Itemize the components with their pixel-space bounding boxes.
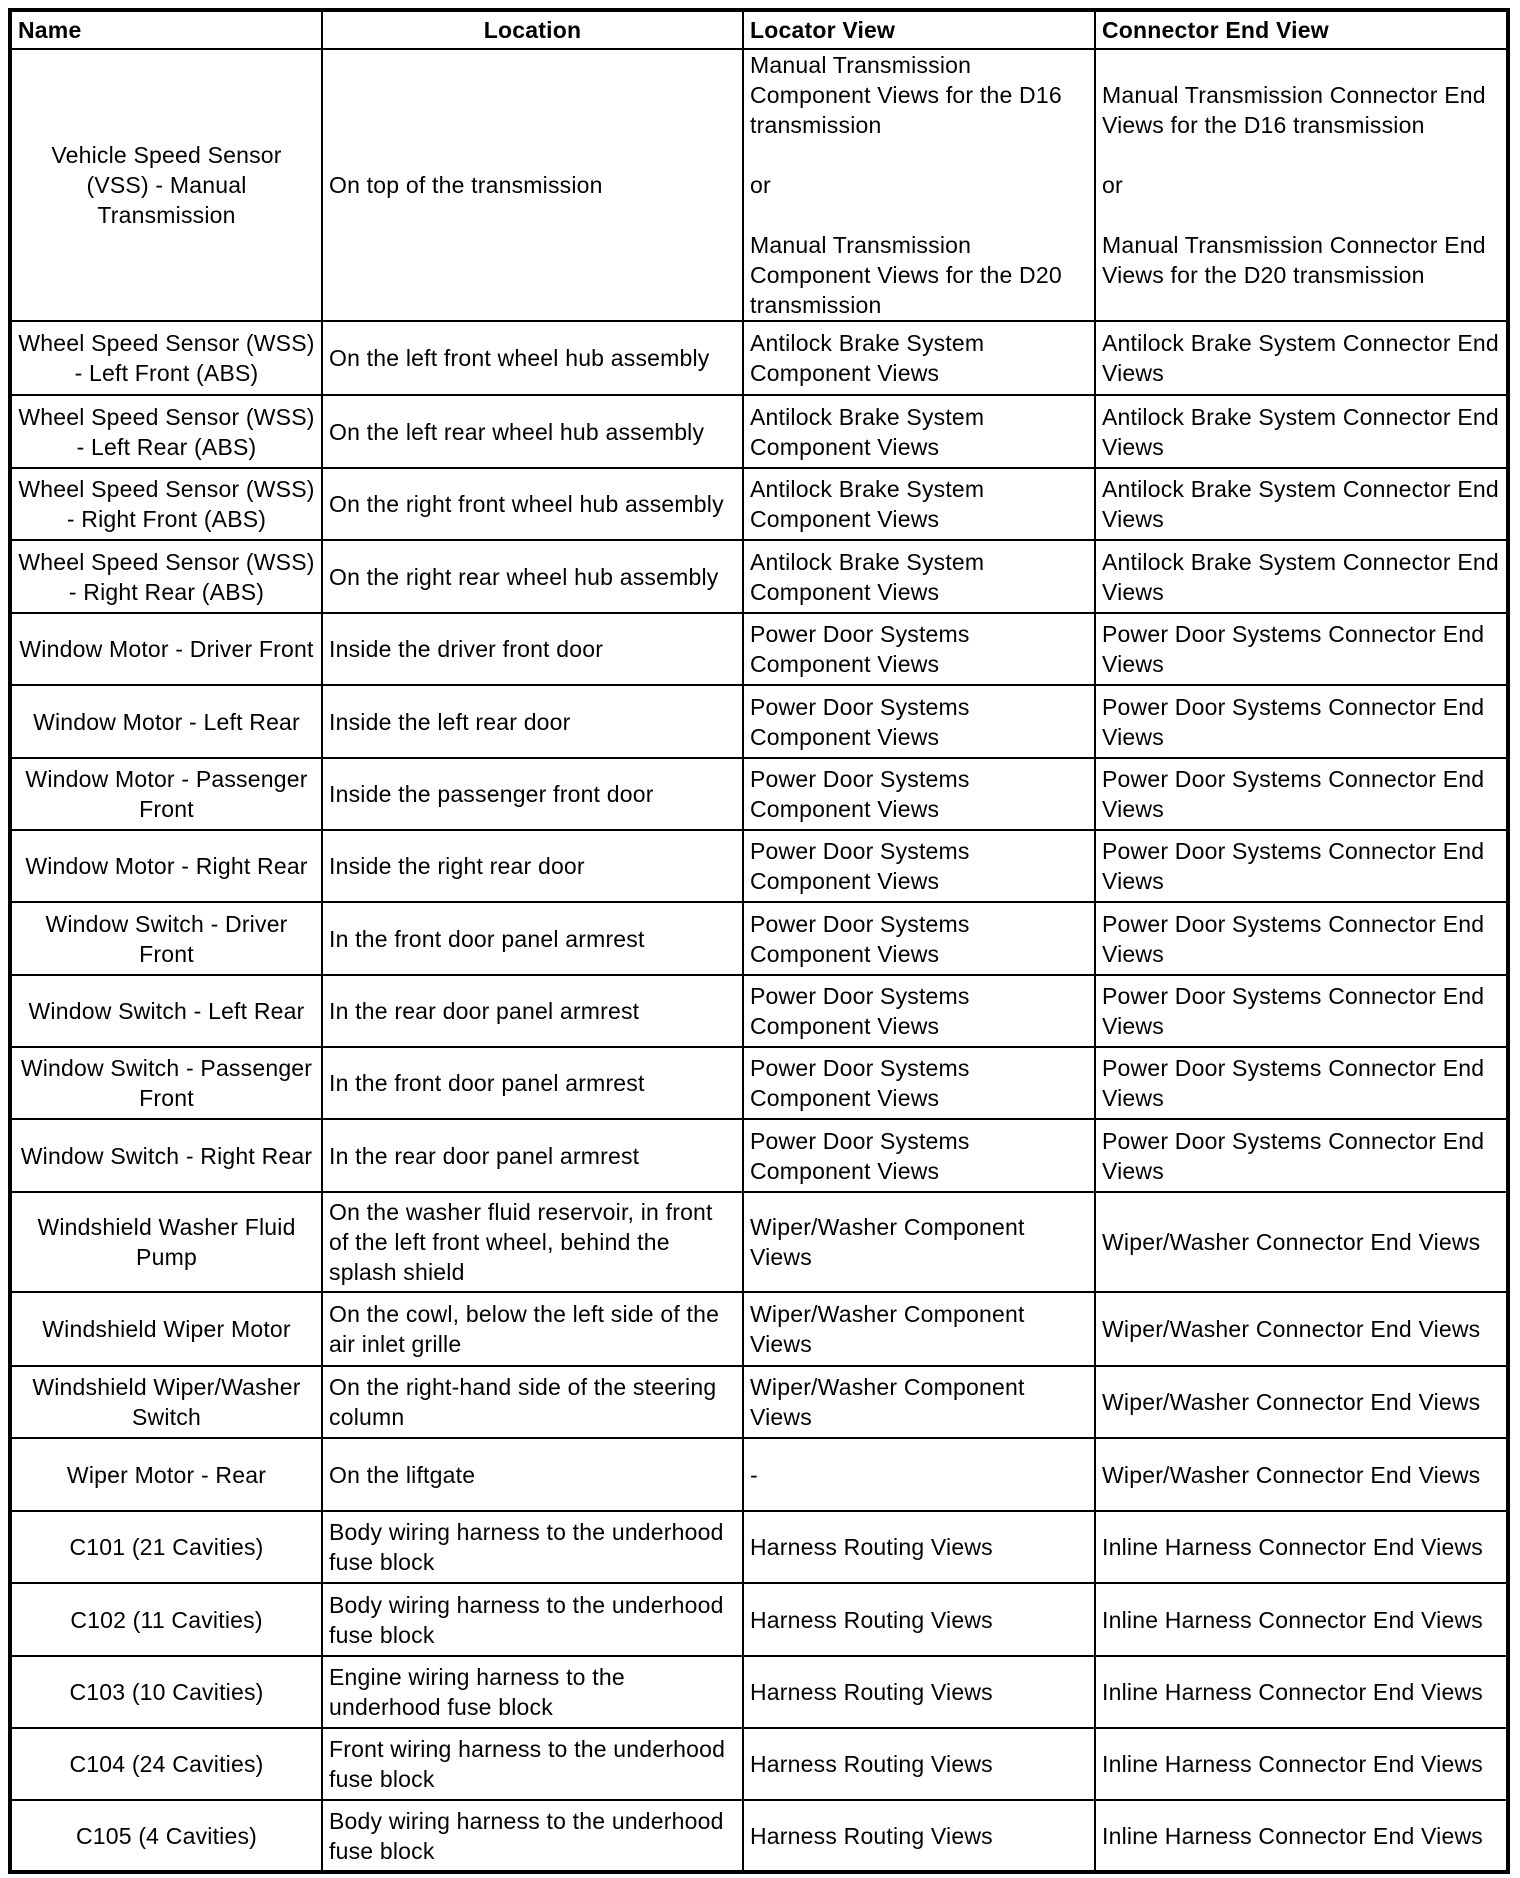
- header-connector-end-view: Connector End View: [1095, 10, 1508, 49]
- name-cell: Wheel Speed Sensor (WSS) - Left Rear (ABS): [10, 395, 322, 468]
- name-cell: Window Motor - Right Rear: [10, 830, 322, 902]
- location-cell: On the liftgate: [322, 1438, 743, 1511]
- locator-view-cell: Wiper/Washer Component Views: [743, 1292, 1095, 1366]
- table-row: [10, 1192, 1508, 1292]
- location-cell: Body wiring harness to the underhood fuse block: [322, 1583, 743, 1656]
- locator-view-cell: Power Door Systems Component Views: [743, 975, 1095, 1047]
- location-cell: On the cowl, below the left side of the air inlet grille: [322, 1292, 743, 1366]
- table-row: [10, 1511, 1508, 1583]
- name-cell: Windshield Washer Fluid Pump: [10, 1192, 322, 1292]
- name-cell: Wheel Speed Sensor (WSS) - Right Rear (ABS): [10, 540, 322, 613]
- table-row: [10, 1366, 1508, 1438]
- locator-view-cell: Harness Routing Views: [743, 1583, 1095, 1656]
- location-cell: On top of the transmission: [322, 49, 743, 321]
- component-locator-table: [8, 8, 1510, 1874]
- connector-end-view-cell: Antilock Brake System Connector End Views: [1095, 468, 1508, 540]
- table-row: [10, 540, 1508, 613]
- locator-view-cell: Power Door Systems Component Views: [743, 1047, 1095, 1119]
- connector-end-view-cell: Power Door Systems Connector End Views: [1095, 685, 1508, 758]
- location-cell: Inside the right rear door: [322, 830, 743, 902]
- connector-end-view-cell: Antilock Brake System Connector End Views: [1095, 540, 1508, 613]
- location-cell: On the right-hand side of the steering column: [322, 1366, 743, 1438]
- table-row: [10, 975, 1508, 1047]
- location-cell: On the left rear wheel hub assembly: [322, 395, 743, 468]
- locator-view-cell: Power Door Systems Component Views: [743, 1119, 1095, 1192]
- table-row: [10, 1728, 1508, 1800]
- table-row: [10, 1292, 1508, 1366]
- name-cell: Windshield Wiper/Washer Switch: [10, 1366, 322, 1438]
- connector-end-view-cell: Wiper/Washer Connector End Views: [1095, 1192, 1508, 1292]
- table-row: [10, 1583, 1508, 1656]
- name-cell: C105 (4 Cavities): [10, 1800, 322, 1872]
- location-cell: Inside the passenger front door: [322, 758, 743, 830]
- locator-view-cell: Wiper/Washer Component Views: [743, 1366, 1095, 1438]
- table-row: [10, 49, 1508, 321]
- name-cell: Window Switch - Left Rear: [10, 975, 322, 1047]
- name-cell: Window Switch - Passenger Front: [10, 1047, 322, 1119]
- location-cell: Inside the driver front door: [322, 613, 743, 685]
- name-cell: Wheel Speed Sensor (WSS) - Right Front (ABS): [10, 468, 322, 540]
- location-cell: Inside the left rear door: [322, 685, 743, 758]
- locator-view-cell: Antilock Brake System Component Views: [743, 540, 1095, 613]
- name-cell: C103 (10 Cavities): [10, 1656, 322, 1728]
- connector-end-view-cell: Wiper/Washer Connector End Views: [1095, 1366, 1508, 1438]
- locator-view-cell: -: [743, 1438, 1095, 1511]
- connector-end-view-cell: Manual Transmission Connector End Views for the D16 transmission or Manual Transmission Connector End Views for the D20 transmission: [1095, 49, 1508, 321]
- connector-end-view-cell: Inline Harness Connector End Views: [1095, 1800, 1508, 1872]
- name-cell: Wiper Motor - Rear: [10, 1438, 322, 1511]
- location-cell: On the right rear wheel hub assembly: [322, 540, 743, 613]
- location-cell: In the front door panel armrest: [322, 1047, 743, 1119]
- table-row: [10, 1656, 1508, 1728]
- name-cell: C102 (11 Cavities): [10, 1583, 322, 1656]
- locator-view-cell: Power Door Systems Component Views: [743, 758, 1095, 830]
- name-cell: Wheel Speed Sensor (WSS) - Left Front (ABS): [10, 321, 322, 395]
- location-cell: Front wiring harness to the underhood fuse block: [322, 1728, 743, 1800]
- connector-end-view-cell: Antilock Brake System Connector End Views: [1095, 321, 1508, 395]
- header-row: [10, 10, 1508, 49]
- table-row: [10, 1047, 1508, 1119]
- table-row: [10, 1800, 1508, 1872]
- name-cell: Window Motor - Passenger Front: [10, 758, 322, 830]
- locator-view-cell: Harness Routing Views: [743, 1511, 1095, 1583]
- locator-view-cell: Power Door Systems Component Views: [743, 902, 1095, 975]
- locator-view-cell: Harness Routing Views: [743, 1800, 1095, 1872]
- connector-end-view-cell: Power Door Systems Connector End Views: [1095, 613, 1508, 685]
- name-cell: Window Switch - Driver Front: [10, 902, 322, 975]
- locator-view-cell: Harness Routing Views: [743, 1656, 1095, 1728]
- locator-view-cell: Antilock Brake System Component Views: [743, 468, 1095, 540]
- name-cell: C101 (21 Cavities): [10, 1511, 322, 1583]
- connector-end-view-cell: Power Door Systems Connector End Views: [1095, 1119, 1508, 1192]
- name-cell: Window Motor - Driver Front: [10, 613, 322, 685]
- location-cell: On the left front wheel hub assembly: [322, 321, 743, 395]
- location-cell: Body wiring harness to the underhood fuse block: [322, 1800, 743, 1872]
- connector-end-view-cell: Power Door Systems Connector End Views: [1095, 830, 1508, 902]
- table-row: [10, 1119, 1508, 1192]
- connector-end-view-cell: Power Door Systems Connector End Views: [1095, 1047, 1508, 1119]
- location-cell: On the washer fluid reservoir, in front of the left front wheel, behind the splash shield: [322, 1192, 743, 1292]
- table-row: [10, 395, 1508, 468]
- locator-view-cell: Antilock Brake System Component Views: [743, 321, 1095, 395]
- name-cell: Vehicle Speed Sensor (VSS) - Manual Transmission: [10, 49, 322, 321]
- connector-end-view-cell: Power Door Systems Connector End Views: [1095, 902, 1508, 975]
- header-locator-view: Locator View: [743, 10, 1095, 49]
- locator-view-cell: Power Door Systems Component Views: [743, 830, 1095, 902]
- table-row: [10, 685, 1508, 758]
- connector-end-view-cell: Inline Harness Connector End Views: [1095, 1583, 1508, 1656]
- table-row: [10, 613, 1508, 685]
- connector-end-view-cell: Power Door Systems Connector End Views: [1095, 758, 1508, 830]
- connector-end-view-cell: Inline Harness Connector End Views: [1095, 1728, 1508, 1800]
- connector-end-view-cell: Power Door Systems Connector End Views: [1095, 975, 1508, 1047]
- locator-view-cell: Manual Transmission Component Views for the D16 transmission or Manual Transmission Component Views for the D20 transmission: [743, 49, 1095, 321]
- location-cell: In the rear door panel armrest: [322, 1119, 743, 1192]
- name-cell: C104 (24 Cavities): [10, 1728, 322, 1800]
- location-cell: In the front door panel armrest: [322, 902, 743, 975]
- name-cell: Windshield Wiper Motor: [10, 1292, 322, 1366]
- table-row: [10, 321, 1508, 395]
- locator-view-cell: Antilock Brake System Component Views: [743, 395, 1095, 468]
- connector-end-view-cell: Antilock Brake System Connector End Views: [1095, 395, 1508, 468]
- location-cell: Body wiring harness to the underhood fuse block: [322, 1511, 743, 1583]
- locator-view-cell: Power Door Systems Component Views: [743, 613, 1095, 685]
- name-cell: Window Switch - Right Rear: [10, 1119, 322, 1192]
- location-cell: Engine wiring harness to the underhood fuse block: [322, 1656, 743, 1728]
- table-row: [10, 830, 1508, 902]
- connector-end-view-cell: Wiper/Washer Connector End Views: [1095, 1438, 1508, 1511]
- connector-end-view-cell: Inline Harness Connector End Views: [1095, 1656, 1508, 1728]
- table-row: [10, 1438, 1508, 1511]
- header-location: Location: [322, 10, 743, 49]
- table-row: [10, 468, 1508, 540]
- locator-view-cell: Harness Routing Views: [743, 1728, 1095, 1800]
- table-row: [10, 758, 1508, 830]
- locator-view-cell: Wiper/Washer Component Views: [743, 1192, 1095, 1292]
- connector-end-view-cell: Wiper/Washer Connector End Views: [1095, 1292, 1508, 1366]
- header-name: Name: [10, 10, 322, 49]
- connector-end-view-cell: Inline Harness Connector End Views: [1095, 1511, 1508, 1583]
- table-row: [10, 902, 1508, 975]
- location-cell: On the right front wheel hub assembly: [322, 468, 743, 540]
- name-cell: Window Motor - Left Rear: [10, 685, 322, 758]
- locator-view-cell: Power Door Systems Component Views: [743, 685, 1095, 758]
- location-cell: In the rear door panel armrest: [322, 975, 743, 1047]
